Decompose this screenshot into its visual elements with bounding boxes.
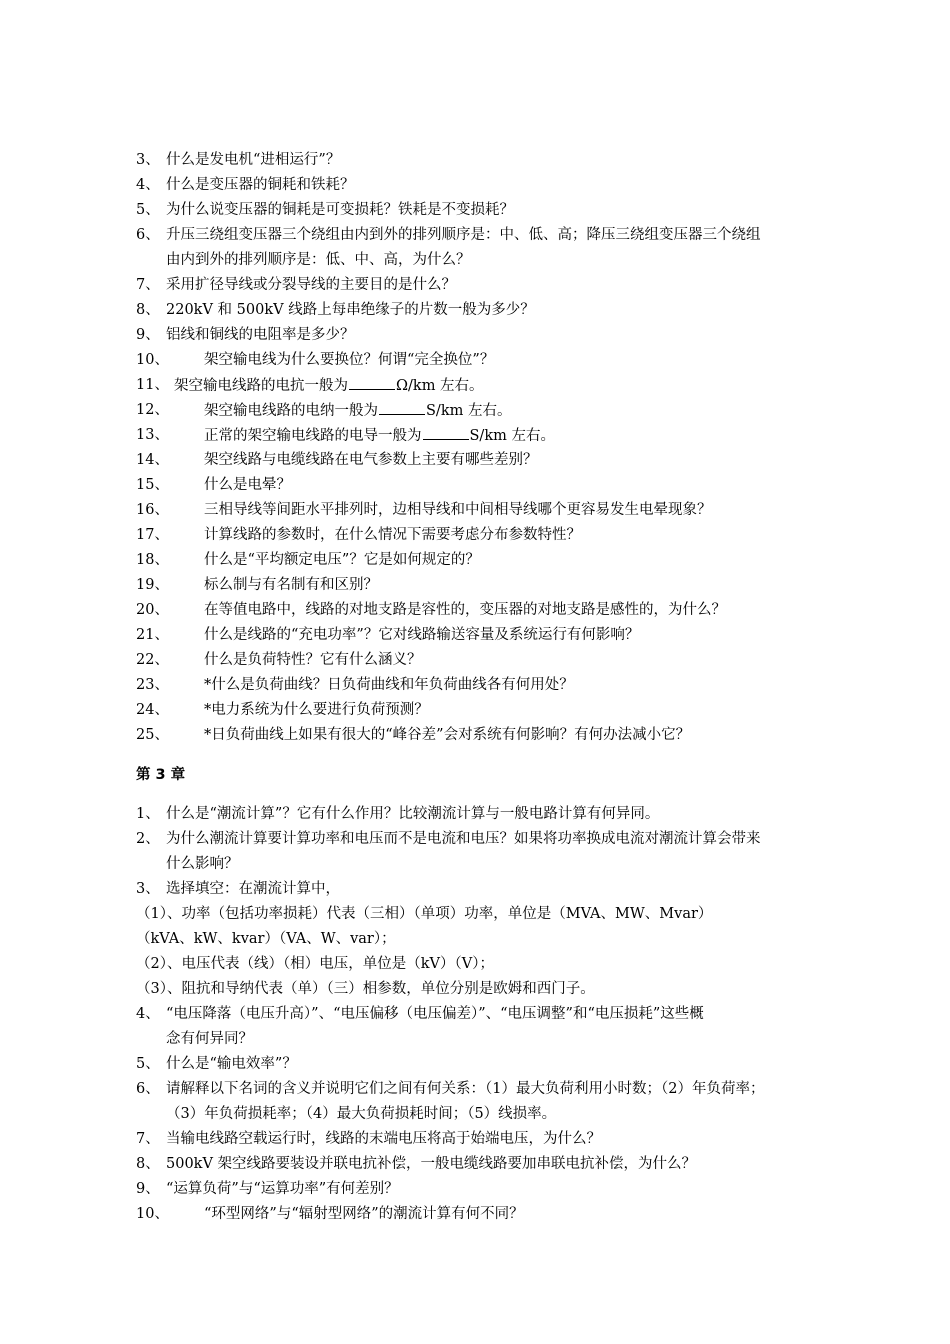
list-item: 24、 *电力系统为什么要进行负荷预测？ — [136, 702, 429, 718]
list-item: 5、 为什么说变压器的铜耗是可变损耗？铁耗是不变损耗？ — [136, 202, 514, 218]
list-item-continuation: 什么影响？ — [166, 856, 239, 872]
sub-item: （1）、功率（包括功率损耗）代表（三相）（单项）功率，单位是（MVA、MW、Mvar） — [136, 906, 713, 922]
list-item: 9、 “运算负荷”与“运算功率”有何差别？ — [136, 1181, 399, 1197]
list-item: 6、 请解释以下名词的含义并说明它们之间有何关系：（1）最大负荷利用小时数；（2）年负荷率； — [136, 1081, 765, 1097]
list-item: 8、 220kV 和 500kV 线路上每串绝缘子的片数一般为多少？ — [136, 302, 535, 318]
list-item: 9、 铝线和铜线的电阻率是多少？ — [136, 327, 355, 343]
list-item: 19、 标么制与有名制有和区别？ — [136, 577, 378, 593]
list-item: 14、 架空线路与电缆线路在电气参数上主要有哪些差别？ — [136, 452, 538, 468]
chapter2-list — [136, 148, 876, 748]
sub-item: （2）、电压代表（线）（相）电压，单位是（kV）（V）； — [136, 956, 494, 972]
list-item: 7、 当输电线路空载运行时，线路的末端电压将高于始端电压，为什么？ — [136, 1131, 601, 1147]
answer-blank — [423, 423, 469, 440]
list-item: 5、 什么是“输电效率”？ — [136, 1056, 297, 1072]
chapter3-list — [136, 802, 876, 1227]
list-item-fill-blank: 11、 架空输电线路的电抗一般为 Ω/km 左右。 — [136, 373, 876, 398]
list-item: 4、 什么是变压器的铜耗和铁耗？ — [136, 177, 355, 193]
list-item: 7、 采用扩径导线或分裂导线的主要目的是什么？ — [136, 277, 456, 293]
list-item: 3、 选择填空：在潮流计算中， — [136, 881, 340, 897]
list-item-fill-blank: 13、 正常的架空输电线路的电导一般为 S/km 左右。 — [136, 423, 876, 448]
list-item-continuation: 念有何异同？ — [166, 1031, 253, 1047]
list-item: 10、 “环型网络”与“辐射型网络”的潮流计算有何不同？ — [136, 1206, 524, 1222]
list-item: 18、 什么是“平均额定电压”？它是如何规定的？ — [136, 552, 480, 568]
list-item: 1、 什么是“潮流计算”？它有什么作用？比较潮流计算与一般电路计算有何异同。 — [136, 806, 660, 822]
list-item: 16、 三相导线等间距水平排列时，边相导线和中间相导线哪个更容易发生电晕现象？ — [136, 502, 712, 518]
spacer — [136, 790, 876, 802]
list-item-fill-blank: 12、 架空输电线路的电纳一般为 S/km 左右。 — [136, 398, 876, 423]
answer-blank — [379, 398, 425, 415]
list-item: 20、 在等值电路中，线路的对地支路是容性的，变压器的对地支路是感性的，为什么？ — [136, 602, 726, 618]
list-item: 2、 为什么潮流计算要计算功率和电压而不是电流和电压？如果将功率换成电流对潮流计算会带来 — [136, 831, 761, 847]
list-item: 10、 架空输电线为什么要换位？何谓“完全换位”？ — [136, 352, 495, 368]
document-page — [136, 148, 876, 1227]
list-item: 17、 计算线路的参数时，在什么情况下需要考虑分布参数特性？ — [136, 527, 581, 543]
list-item: 15、 什么是电晕？ — [136, 477, 291, 493]
list-item: 21、 什么是线路的“充电功率”？它对线路输送容量及系统运行有何影响？ — [136, 627, 640, 643]
list-item: 8、 500kV 架空线路要装设并联电抗补偿，一般电缆线路要加串联电抗补偿，为什么？ — [136, 1156, 697, 1172]
sub-item: （kVA、kW、kvar）（VA、W、var）； — [136, 931, 396, 947]
list-item-continuation: （3）年负荷损耗率；（4）最大负荷损耗时间；（5）线损率。 — [166, 1106, 557, 1122]
answer-blank — [349, 373, 395, 390]
list-item: 23、 *什么是负荷曲线？日负荷曲线和年负荷曲线各有何用处？ — [136, 677, 574, 693]
list-item: 3、 什么是发电机“进相运行”？ — [136, 152, 341, 168]
list-item: 6、 升压三绕组变压器三个绕组由内到外的排列顺序是：中、低、高；降压三绕组变压器三个绕组 — [136, 227, 761, 243]
list-item: 25、 *日负荷曲线上如果有很大的“峰谷差”会对系统有何影响？有何办法减小它？ — [136, 727, 691, 743]
list-item-continuation: 由内到外的排列顺序是：低、中、高，为什么？ — [166, 252, 471, 268]
list-item: 4、 “电压降落（电压升高）”、“电压偏移（电压偏差）”、“电压调整”和“电压损耗”这些概 — [136, 1006, 704, 1022]
list-item: 22、 什么是负荷特性？它有什么涵义？ — [136, 652, 422, 668]
spacer — [136, 748, 876, 760]
sub-item: （3）、阻抗和导纳代表（单）（三）相参数，单位分别是欧姆和西门子。 — [136, 981, 595, 997]
chapter-heading: 第 3 章 — [136, 767, 186, 783]
